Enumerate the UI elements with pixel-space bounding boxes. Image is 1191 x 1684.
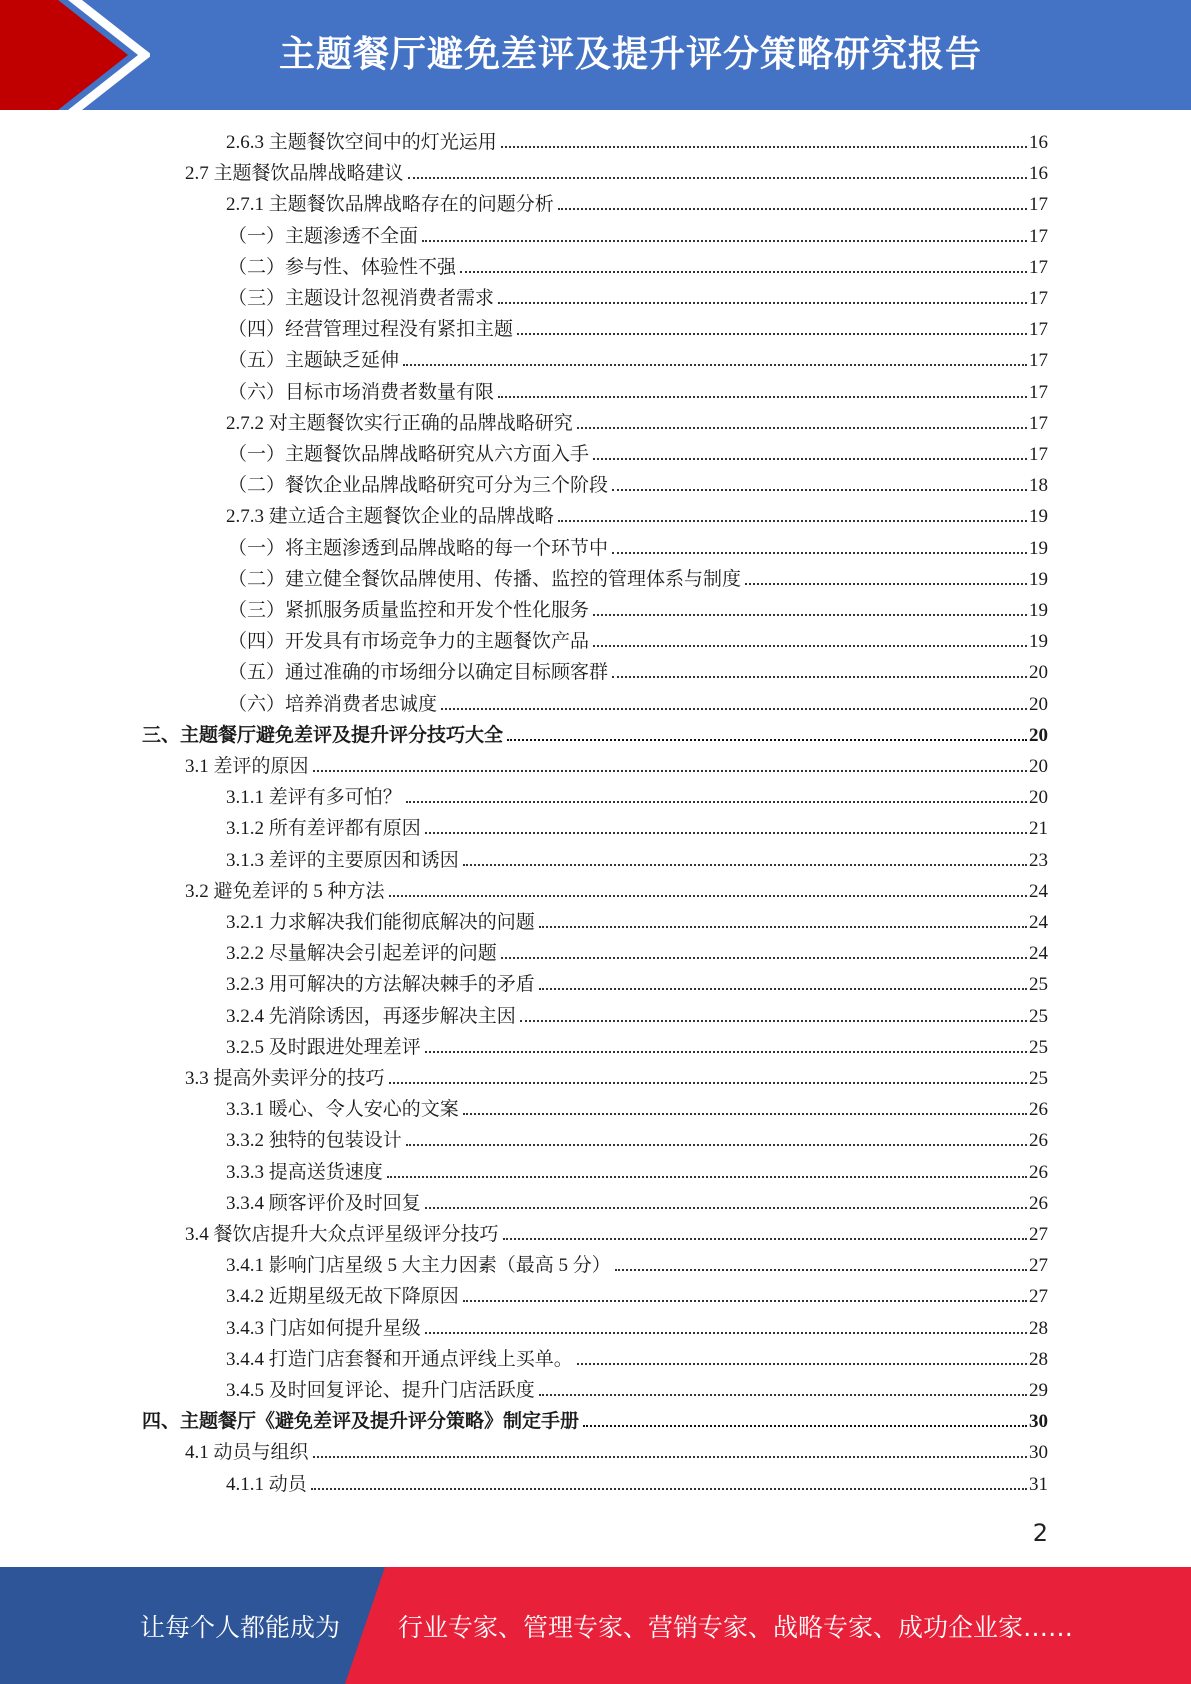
toc-entry-title: 2.7 主题餐饮品牌战略建议 [185,163,404,185]
toc-entry-title: （六）目标市场消费者数量有限 [228,381,495,403]
toc-entry-page: 19 [1029,568,1048,590]
toc-entry-title: （二）建立健全餐饮品牌使用、传播、监控的管理体系与制度 [228,568,742,590]
toc-entry[interactable] [228,657,1048,688]
toc-entry-title: （三）主题设计忽视消费者需求 [228,288,495,309]
toc-dot-leader [539,926,1027,928]
toc-entry-page: 20 [1029,787,1048,809]
toc-entry-page: 19 [1029,600,1048,621]
toc-entry-title: （五）通过准确的市场细分以确定目标顾客群 [228,662,609,684]
toc-dot-leader [403,364,1027,366]
toc-entry-page: 30 [1029,1442,1048,1464]
toc-entry-page: 20 [1029,662,1048,684]
toc-entry[interactable] [226,1250,1048,1281]
toc-entry-page: 20 [1029,693,1048,715]
page-number: 2 [1032,1519,1048,1547]
page-header [0,0,1191,110]
toc-entry-title: 3.3.3 提高送货速度 [226,1161,383,1183]
toc-entry-page: 25 [1029,1068,1048,1089]
toc-entry[interactable] [228,533,1048,564]
toc-entry[interactable] [226,1469,1048,1500]
toc-dot-leader [441,708,1027,710]
toc-entry-title: 4.1 动员与组织 [185,1442,309,1464]
toc-entry-title: 3.2.5 及时跟进处理差评 [226,1036,421,1058]
toc-entry-page: 27 [1029,1224,1048,1245]
toc-dot-leader [593,614,1027,616]
toc-entry-page: 17 [1029,350,1048,372]
toc-entry-title: 3.2.4 先消除诱因，再逐步解决主因 [226,1005,516,1027]
toc-entry[interactable] [228,470,1048,501]
toc-dot-leader [406,1144,1027,1146]
toc-dot-leader [593,645,1027,647]
toc-entry-page: 17 [1029,288,1048,309]
toc-dot-leader [520,1020,1027,1022]
toc-entry-page: 30 [1029,1411,1048,1433]
toc-dot-leader [501,146,1027,148]
document-title: 主题餐厅避免差评及提升评分策略研究报告 [278,34,982,75]
toc-entry[interactable] [226,501,1048,532]
toc-entry-title: 3.2.3 用可解决的方法解决棘手的矛盾 [226,974,535,996]
toc-entry-page: 21 [1029,818,1048,840]
toc-entry-title: （一）主题餐饮品牌战略研究从六方面入手 [228,444,590,465]
toc-entry-title: （一）将主题渗透到品牌战略的每一个环节中 [228,537,609,559]
toc-entry-page: 17 [1029,225,1048,247]
toc-entry-page: 20 [1029,724,1048,746]
toc-entry-page: 17 [1029,194,1048,216]
toc-entry-title: 3.4.4 打造门店套餐和开通点评线上买单。 [226,1348,573,1370]
toc-entry-title: （四）开发具有市场竞争力的主题餐饮产品 [228,631,590,653]
toc-entry-page: 20 [1029,756,1048,777]
toc-dot-leader [583,1425,1027,1427]
toc-dot-leader [425,1332,1027,1334]
toc-entry[interactable] [226,907,1048,938]
toc-dot-leader [517,333,1027,335]
toc-entry-page: 26 [1029,1161,1048,1183]
footer-slogan-left: 让每个人都能成为 [140,1613,341,1642]
toc-dot-leader [539,988,1027,990]
toc-entry[interactable] [226,1344,1048,1375]
toc-entry-title: 2.7.3 建立适合主题餐饮企业的品牌战略 [226,506,554,528]
toc-entry-page: 19 [1029,506,1048,528]
toc-entry[interactable] [226,1001,1048,1032]
toc-entry-title: 2.6.3 主题餐饮空间中的灯光运用 [226,132,497,153]
toc-entry[interactable] [226,782,1048,813]
toc-entry[interactable] [185,751,1048,782]
toc-dot-leader [387,1176,1027,1178]
toc-entry-title: 3.3.2 独特的包装设计 [226,1130,402,1152]
toc-entry-page: 19 [1029,631,1048,653]
toc-entry-title: 2.7.1 主题餐饮品牌战略存在的问题分析 [226,194,554,216]
toc-entry-page: 27 [1029,1255,1048,1277]
toc-entry-title: 四、主题餐厅《避免差评及提升评分策略》制定手册 [142,1411,580,1433]
page-footer [0,1567,1191,1684]
toc-entry[interactable] [185,1219,1048,1250]
toc-entry-title: 3.1.1 差评有多可怕？ [226,787,402,809]
toc-entry[interactable] [226,1157,1048,1188]
toc-entry-title: 3.2 避免差评的 5 种方法 [185,880,385,902]
toc-entry-page: 18 [1029,475,1048,497]
toc-entry[interactable] [142,1406,1048,1437]
toc-entry-title: （六）培养消费者忠诚度 [228,693,438,715]
toc-entry-page: 27 [1029,1286,1048,1308]
toc-entry-title: （三）紧抓服务质量监控和开发个性化服务 [228,600,590,621]
toc-entry[interactable] [226,845,1048,876]
toc-dot-leader [593,458,1027,460]
toc-entry[interactable] [142,720,1048,751]
toc-entry-title: （一）主题渗透不全面 [228,225,419,247]
toc-entry-title: 3.3.4 顾客评价及时回复 [226,1192,421,1214]
toc-entry-page: 29 [1029,1380,1048,1401]
toc-entry-page: 17 [1029,381,1048,403]
toc-dot-leader [498,302,1027,304]
toc-entry-page: 25 [1029,974,1048,996]
toc-entry-page: 23 [1029,849,1048,871]
toc-entry-page: 25 [1029,1036,1048,1058]
toc-entry[interactable] [228,252,1048,283]
toc-entry-page: 26 [1029,1130,1048,1152]
toc-dot-leader [612,552,1027,554]
toc-entry-page: 26 [1029,1192,1048,1214]
toc-dot-leader [501,957,1027,959]
toc-dot-leader [460,271,1027,273]
toc-dot-leader [463,1300,1027,1302]
toc-dot-leader [311,1488,1027,1490]
toc-entry[interactable] [185,1437,1048,1468]
toc-entry[interactable] [226,408,1048,439]
toc-dot-leader [422,240,1027,242]
toc-entry-title: 3.3.1 暖心、令人安心的文案 [226,1099,459,1121]
toc-entry[interactable] [226,1094,1048,1125]
toc-entry-title: 3.1.2 所有差评都有原因 [226,818,421,840]
toc-entry-page: 24 [1029,912,1048,933]
toc-entry-title: 3.4 餐饮店提升大众点评星级评分技巧 [185,1224,499,1245]
toc-entry-title: 3.4.2 近期星级无故下降原因 [226,1286,459,1308]
toc-entry-title: 4.1.1 动员 [226,1473,307,1495]
toc-entry-title: 3.1 差评的原因 [185,756,309,777]
toc-entry[interactable] [226,1188,1048,1219]
toc-entry-title: 三、主题餐厅避免差评及提升评分技巧大全 [142,724,504,746]
toc-entry-title: （五）主题缺乏延伸 [228,350,400,372]
toc-dot-leader [406,801,1027,803]
toc-entry-title: 3.2.2 尽量解决会引起差评的问题 [226,943,497,965]
toc-entry-page: 16 [1029,132,1048,153]
toc-entry[interactable] [226,938,1048,969]
toc-entry[interactable] [226,1281,1048,1312]
toc-entry-page: 17 [1029,412,1048,434]
toc-dot-leader [389,895,1027,897]
toc-entry-title: 3.4.1 影响门店星级 5 大主力因素（最高 5 分） [226,1255,611,1277]
toc-entry-title: 3.2.1 力求解决我们能彻底解决的问题 [226,912,535,933]
toc-entry-title: 3.3 提高外卖评分的技巧 [185,1068,385,1089]
toc-entry[interactable] [228,283,1048,314]
toc-entry[interactable] [226,189,1048,220]
toc-entry[interactable] [228,439,1048,470]
toc-dot-leader [389,1082,1027,1084]
toc-entry[interactable] [228,595,1048,626]
toc-entry-title: （二）餐饮企业品牌战略研究可分为三个阶段 [228,475,609,497]
toc-dot-leader [577,1363,1027,1365]
toc-entry-page: 24 [1029,880,1048,902]
toc-dot-leader [313,770,1027,772]
toc-dot-leader [558,520,1027,522]
toc-entry[interactable] [185,876,1048,907]
toc-dot-leader [612,676,1027,678]
toc-entry-page: 17 [1029,319,1048,341]
footer-slogan-right: 行业专家、管理专家、营销专家、战略专家、成功企业家…… [398,1613,1074,1642]
toc-entry[interactable] [226,1125,1048,1156]
toc-entry[interactable] [226,1032,1048,1063]
toc-entry-title: 2.7.2 对主题餐饮实行正确的品牌战略研究 [226,412,573,434]
toc-entry[interactable] [228,564,1048,595]
toc-entry-page: 28 [1029,1317,1048,1339]
toc-entry[interactable] [228,221,1048,252]
toc-entry[interactable] [185,158,1048,189]
toc-dot-leader [577,427,1027,429]
toc-entry-page: 26 [1029,1099,1048,1121]
toc-entry-page: 17 [1029,444,1048,465]
toc-entry-title: 3.1.3 差评的主要原因和诱因 [226,849,459,871]
toc-dot-leader [612,489,1027,491]
toc-entry[interactable] [226,1375,1048,1406]
toc-entry-title: 3.4.5 及时回复评论、提升门店活跃度 [226,1380,535,1401]
toc-dot-leader [463,864,1027,866]
toc-dot-leader [507,739,1027,741]
toc-entry-page: 31 [1029,1473,1048,1495]
toc-dot-leader [498,396,1027,398]
toc-entry[interactable] [228,626,1048,657]
toc-entry[interactable] [226,127,1048,158]
toc-dot-leader [425,1051,1027,1053]
toc-entry-title: （四）经营管理过程没有紧扣主题 [228,319,514,341]
toc-dot-leader [745,583,1027,585]
toc-entry[interactable] [226,969,1048,1000]
toc-entry-title: （二）参与性、体验性不强 [228,256,457,278]
toc-dot-leader [503,1238,1027,1240]
toc-dot-leader [463,1113,1027,1115]
toc-entry[interactable] [185,1063,1048,1094]
toc-dot-leader [313,1456,1027,1458]
toc-entry-page: 19 [1029,537,1048,559]
toc-entry[interactable] [226,813,1048,844]
toc-entry-page: 16 [1029,163,1048,185]
toc-entry[interactable] [228,377,1048,408]
toc-entry-page: 28 [1029,1348,1048,1370]
toc-entry-page: 25 [1029,1005,1048,1027]
toc-dot-leader [408,177,1027,179]
toc-entry[interactable] [226,1313,1048,1344]
toc-entry[interactable] [228,345,1048,376]
header-arrow-decoration [0,0,150,110]
toc-dot-leader [615,1269,1027,1271]
toc-dot-leader [558,208,1027,210]
toc-dot-leader [539,1394,1027,1396]
toc-entry-page: 24 [1029,943,1048,965]
toc-dot-leader [425,832,1027,834]
toc-dot-leader [425,1207,1027,1209]
toc-entry-page: 17 [1029,256,1048,278]
toc-entry-title: 3.4.3 门店如何提升星级 [226,1317,421,1339]
toc-entry[interactable] [228,689,1048,720]
toc-entry[interactable] [228,314,1048,345]
